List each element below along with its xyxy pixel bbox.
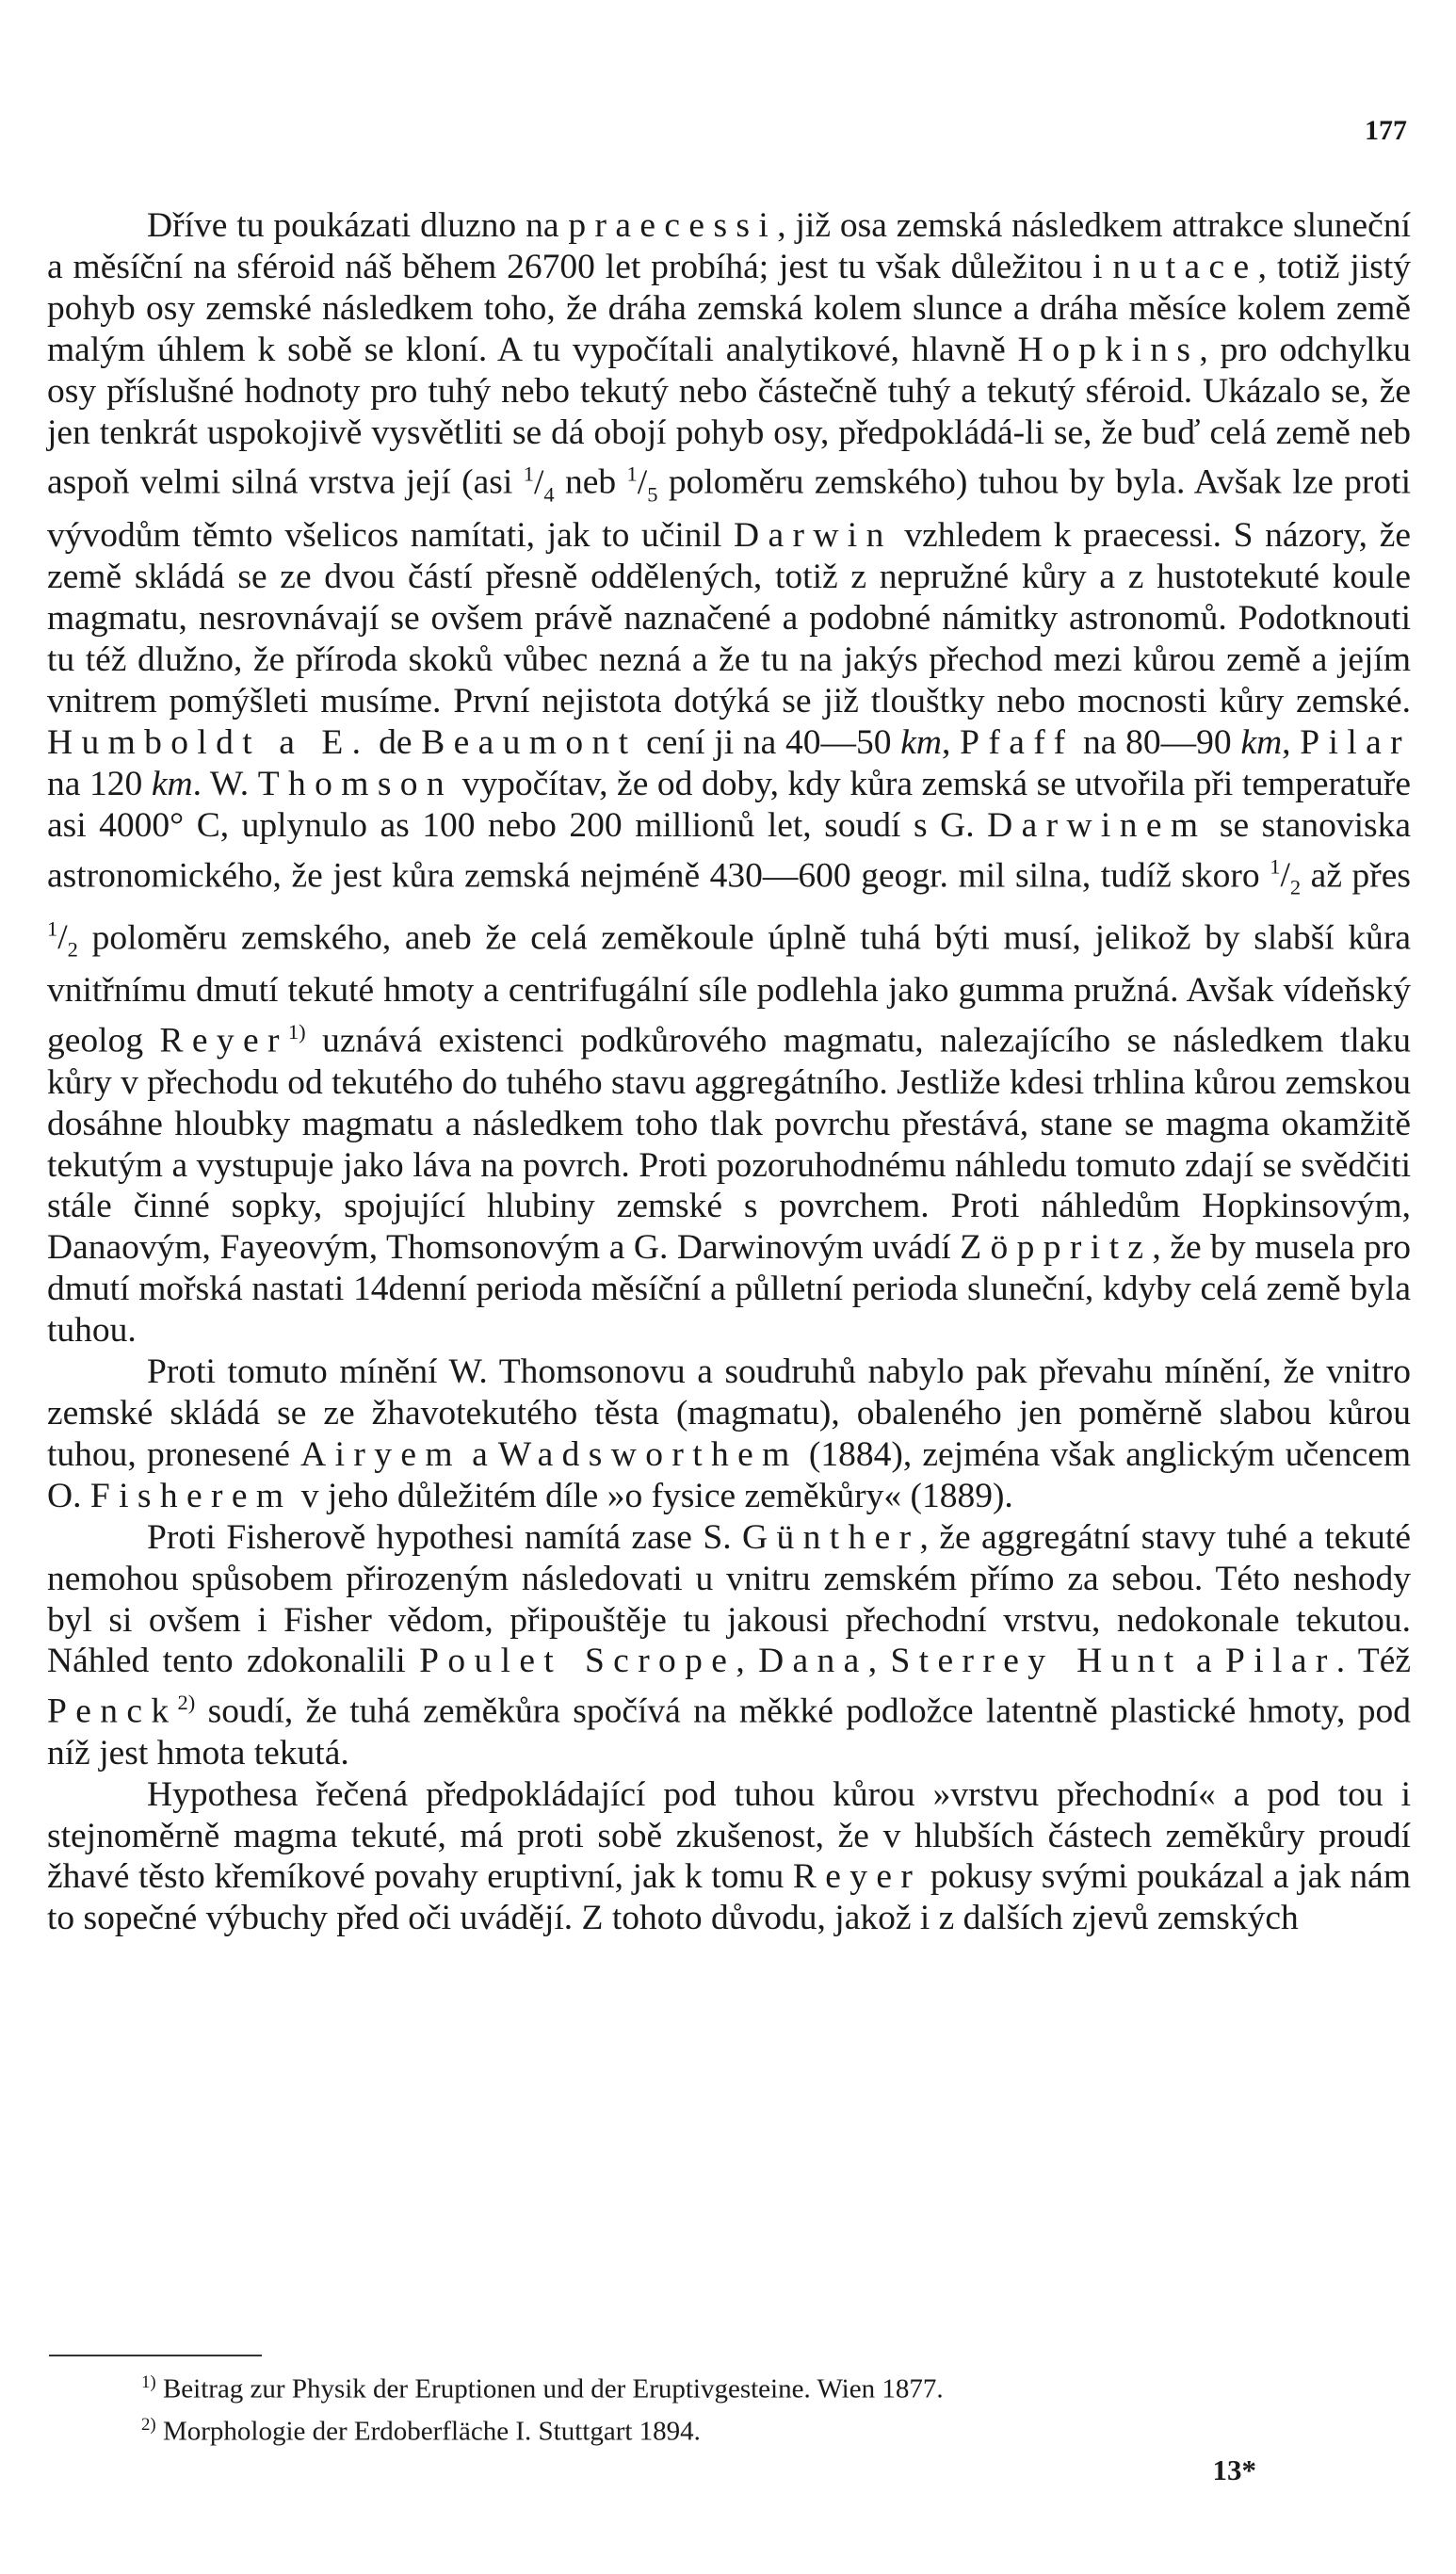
- footnote-mark: 1): [141, 2372, 156, 2392]
- paragraph: [47, 1352, 1411, 1517]
- paragraph: [47, 1774, 1411, 1940]
- text-run: vzhledem k praecessi. S názory, že země skládá se ze dvou částí přesně oddělených, totiž z nepružné kůry a z hustotekuté koule magmatu, nesrovnávají se ovšem právě naznačené a podobné námitky astronomů. Podotknouti tu též dlužno, že příroda skoků vůbec nezná a že tu na jakýs přechod mezi kůrou země a jejím vnitrem pomýšleti musíme. První nejistota dotýká se již tlouštky nebo mocnosti kůry zemské.: [47, 516, 1411, 720]
- text-run: ,: [736, 1642, 759, 1681]
- footnote-text: Morphologie der Erdoberfläche I. Stuttgart 1894.: [155, 2416, 701, 2447]
- fraction: $^1/_2$: [47, 916, 78, 962]
- page-number: 177: [1365, 115, 1407, 146]
- text-run: . Též: [1335, 1642, 1411, 1681]
- text-run: až přes: [1301, 856, 1411, 896]
- text-run: Hypothesa řečená předpokládající pod tuhou kůrou »vrstvu přechodní« a pod tou i stejnoměrně magma tekuté, má proti sobě zkušenost, že v hlubších částech zeměkůry proudí žhavé těsto křemíkové povahy eruptivní, jak k tomu: [47, 1774, 1411, 1897]
- footnote-reference: 1): [287, 1020, 306, 1044]
- spaced-name: Reyer: [159, 1021, 288, 1060]
- fraction: $^1/_4$: [523, 461, 555, 507]
- text-run: poloměru zemského, aneb že celá zeměkoule úplně tuhá býti musí, jelikož by slabší kůra vnitřnímu dmutí tekuté hmoty a centrifugální síle podlehla jako gumma pružná. Avšak vídeňský geolog: [47, 918, 1411, 1060]
- text-run: neb: [554, 462, 627, 502]
- text-run: na 120: [47, 764, 152, 803]
- text-run: soudí, že tuhá zeměkůra spočívá na měkké podložce latentně plastické hmoty, pod níž jest hmota tekutá.: [47, 1692, 1411, 1773]
- spaced-name: Poulet Scrope: [419, 1642, 736, 1681]
- footnote-mark: 2): [141, 2414, 156, 2435]
- body-text: [47, 205, 1411, 1939]
- text-run: Dříve tu poukázati dluzno na: [147, 206, 569, 245]
- text-run: . W.: [192, 764, 258, 803]
- text-run: Proti tomuto mínění W. Thomsonovu a soudruhů nabylo pak převahu mínění, že vnitro zemské skládá se ze žhavotekutého těsta (magmatu), obaleného jen poměrně slabou kůrou tuhou, pronesené: [47, 1352, 1411, 1474]
- text-run: cení ji na 40—50: [637, 722, 901, 762]
- spaced-name: Beaumont: [421, 722, 638, 762]
- text-run: , že aggregátní stavy tuhé a tekuté nemohou spůsobem přirozeným následovati u vnitru zemském přímo za sebou. Této neshody byl si ovšem i Fisher vědom, připouštěje tu jakousi přechodní vrstvu, nedokonale tekutou. Náhled tento zdokonalili: [47, 1517, 1411, 1681]
- spaced-name: Reyer: [792, 1857, 922, 1897]
- text-run: ,: [867, 1642, 891, 1681]
- spaced-name: Pilar: [1225, 1642, 1336, 1681]
- text-run: , pro odchylku osy příslušné hodnoty pro tuhý nebo tekutý nebo částečně tuhý a tekutý sféroid. Ukázalo se, že jen tenkrát uspokojivě vysvětliti se dá obojí pohyb osy, předpokládá-li se, že buď celá země neb aspoň velmi silná vrstva její (asi: [47, 330, 1411, 502]
- text-run: , totiž jistý pohyb osy zemské následkem toho, že dráha zemská kolem slunce a dráha měsíce kolem země malým úhlem k sobě se kloní. A tu vypočítali analytikové, hlavně: [47, 247, 1411, 369]
- text-run: , již osa zemská následkem attrakce sluneční a měsíční na sféroid náš během 26700 let probíhá; jest tu však důležitou i: [47, 206, 1411, 286]
- spaced-name: Darwinem: [987, 805, 1207, 845]
- spaced-name: praecessi: [568, 206, 778, 245]
- spaced-name: Zöppritz: [960, 1228, 1153, 1268]
- unit-italic: km: [151, 764, 193, 803]
- footnote: [141, 2365, 1403, 2407]
- spaced-name: Fisherem: [89, 1476, 293, 1515]
- spaced-name: Darwin: [734, 516, 893, 556]
- paragraph: [47, 205, 1411, 1352]
- spaced-name: Wadsworthem: [497, 1434, 799, 1474]
- text-run: vypočítav, že od doby, kdy kůra zemská se utvořila při temperatuře asi 4000° C, uplynulo as 100 nebo 200 millionů let, soudí s G.: [47, 764, 1411, 845]
- text-run: pokusy svými poukázal a jak nám to sopečné výbuchy před oči uvádějí. Z tohoto důvodu, jakož i z dalších zjevů zemských: [47, 1857, 1411, 1938]
- spaced-name: Humboldt a E.: [47, 722, 370, 762]
- unit-italic: km: [1240, 722, 1283, 762]
- spaced-name: Hopkins: [1017, 330, 1200, 369]
- text-run: v jeho důležitém díle »o fysice zeměkůry« (1889).: [292, 1476, 1013, 1515]
- text-run: a: [461, 1434, 498, 1474]
- text-run: na 80—90: [1074, 722, 1241, 762]
- text-run: (1884), zejména však anglickým učencem O.: [47, 1434, 1412, 1515]
- spaced-name: Günther: [742, 1517, 920, 1557]
- spaced-name: Penck: [47, 1692, 178, 1731]
- spaced-name: Thomson: [257, 764, 454, 803]
- text-run: ,: [942, 722, 961, 762]
- paragraph: [47, 1517, 1411, 1774]
- text-run: uznává existenci podkůrového magmatu, nalezajícího se následkem tlaku kůry v přechodu od tekutého do tuhého stavu aggregátního. Jestliže kdesi trhlina kůrou zemskou dosáhne hloubky magmatu a následkem toho tlak povrchu přestává, stane se magma okamžitě tekutým a vystupuje jako láva na povrch. Proti pozoruhodnému náhledu tomuto zdají se svědčiti stále činné sopky, spojující hlubiny zemské s povrchem. Proti náhledům Hopkinsovým, Danaovým, Fayeovým, Thomsonovým a G. Darwinovým uvádí: [47, 1021, 1411, 1268]
- text-run: se stanoviska astronomického, že jest kůra zemská nejméně 430—600 geogr. mil silna, tudíž skoro: [47, 805, 1411, 896]
- footnote-text: Beitrag zur Physik der Eruptionen und der Eruptivgesteine. Wien 1877.: [155, 2373, 944, 2404]
- unit-italic: km: [900, 722, 943, 762]
- spaced-name: Dana: [758, 1642, 868, 1681]
- text-run: , že by musela pro dmutí mořská nastati 14denní perioda měsíční a půlletní perioda sluneční, kdyby celá země byla tuhou.: [47, 1228, 1412, 1351]
- footnote-reference: 2): [177, 1691, 196, 1715]
- spaced-name: Sterrey Hunt: [890, 1642, 1183, 1681]
- spaced-name: Pilar: [1300, 722, 1411, 762]
- fraction: $^1/_5$: [626, 461, 658, 507]
- footnotes: [141, 2365, 1403, 2449]
- spaced-name: Pfaff: [960, 722, 1075, 762]
- spaced-name: Airyem: [300, 1434, 461, 1474]
- printer-signature: 13*: [1212, 2453, 1256, 2486]
- text-run: a: [1182, 1642, 1226, 1681]
- text-run: Proti Fisherově hypothesi namítá zase S.: [147, 1517, 743, 1557]
- footnote: [141, 2407, 1403, 2450]
- text-run: ,: [1282, 722, 1301, 762]
- spaced-name: nutace: [1112, 247, 1258, 286]
- text-run: poloměru zemského) tuhou by byla. Avšak lze proti vývodům těmto všelicos namítati, jak to učinil: [47, 462, 1411, 556]
- text-run: de: [369, 722, 422, 762]
- fraction: $^1/_2$: [1270, 854, 1302, 899]
- footnote-divider: [49, 2355, 262, 2356]
